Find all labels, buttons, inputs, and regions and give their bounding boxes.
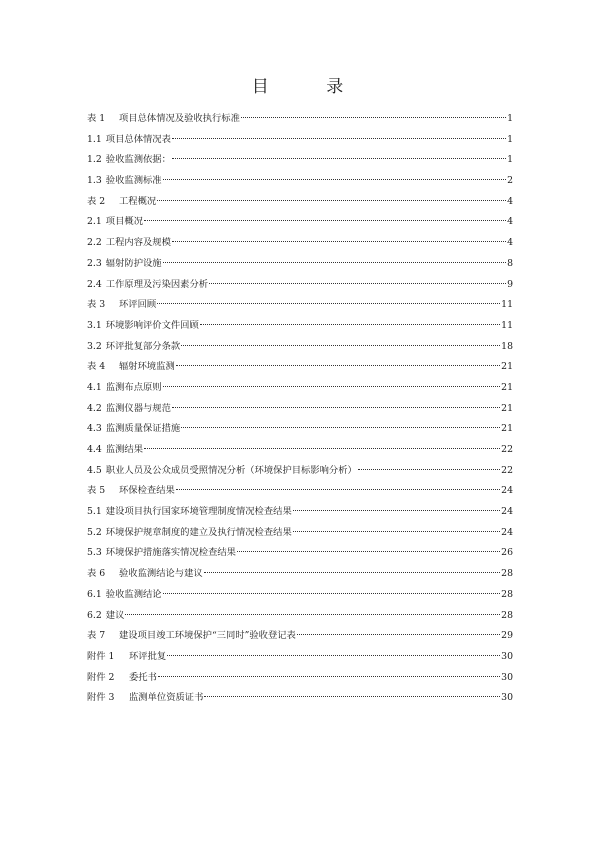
- toc-dot-leader: [163, 592, 501, 594]
- toc-entry[interactable]: [87, 461, 513, 482]
- toc-entry[interactable]: [87, 647, 513, 668]
- toc-entry-number: 5.1: [87, 506, 102, 518]
- toc-entry-number: 附件 1: [87, 650, 115, 662]
- toc-dot-leader: [297, 633, 500, 635]
- toc-entry-number: 附件 3: [87, 692, 115, 704]
- toc-entry[interactable]: [87, 564, 513, 585]
- toc-entry-title: 环境保护措施落实情况检查结果: [105, 547, 236, 559]
- toc-entry-page-number: 30: [501, 692, 513, 704]
- toc-dot-leader: [358, 468, 500, 470]
- toc-entry-page-number: 4: [507, 237, 513, 249]
- toc-dot-leader: [237, 550, 500, 552]
- toc-entry-number: 6.1: [87, 588, 102, 600]
- toc-entry-title: 监测布点原则: [105, 381, 162, 393]
- toc-entry-title: 环评回顾: [119, 299, 157, 311]
- toc-dot-leader: [176, 488, 500, 490]
- toc-dot-leader: [293, 509, 500, 511]
- toc-entry-title: 项目总体情况及验收执行标准: [119, 113, 240, 124]
- toc-entry[interactable]: [87, 192, 513, 213]
- toc-entry-number: 1.1: [87, 133, 102, 145]
- toc-dot-leader: [144, 219, 506, 221]
- table-of-contents: [87, 109, 513, 709]
- toc-entry-page-number: 1: [507, 154, 513, 166]
- toc-dot-leader: [172, 157, 506, 159]
- toc-entry[interactable]: [87, 668, 513, 689]
- toc-entry-number: 4.5: [87, 464, 102, 476]
- toc-entry[interactable]: [87, 275, 513, 296]
- toc-dot-leader: [176, 364, 500, 366]
- toc-entry-page-number: 30: [501, 671, 513, 683]
- toc-entry-page-number: 4: [507, 195, 513, 207]
- toc-dot-leader: [158, 675, 500, 677]
- toc-dot-leader: [172, 137, 506, 139]
- toc-dot-leader: [163, 178, 506, 180]
- toc-entry-page-number: 21: [501, 423, 513, 435]
- toc-entry-number: 3.1: [87, 319, 102, 331]
- toc-entry-page-number: 1: [507, 113, 513, 124]
- toc-entry-number: 表 2: [87, 195, 106, 207]
- toc-entry-title: 验收监测依据：: [105, 154, 171, 166]
- toc-entry-title: 验收监测标准: [105, 175, 162, 187]
- toc-entry-page-number: 8: [507, 257, 513, 269]
- toc-entry-page-number: 30: [501, 650, 513, 662]
- toc-entry-title: 项目总体情况表: [105, 133, 171, 145]
- toc-entry-page-number: 11: [501, 319, 513, 331]
- toc-entry-page-number: 24: [501, 506, 513, 518]
- toc-entry-page-number: 24: [501, 485, 513, 497]
- toc-entry-title: 委托书: [129, 671, 157, 683]
- toc-entry-page-number: 2: [507, 175, 513, 187]
- toc-entry-title: 项目概况: [105, 216, 143, 228]
- toc-dot-leader: [157, 199, 506, 201]
- toc-entry-page-number: 26: [501, 547, 513, 559]
- toc-entry-number: 4.1: [87, 381, 102, 393]
- toc-entry-title: 环评批复部分条款: [105, 340, 181, 352]
- toc-entry-title: 验收监测结论: [105, 588, 162, 600]
- toc-entry-page-number: 24: [501, 526, 513, 538]
- toc-entry-number: 5.2: [87, 526, 102, 538]
- toc-entry-number: 表 3: [87, 299, 106, 311]
- toc-entry-title: 建设项目竣工环境保护“三同时”验收登记表: [119, 630, 296, 642]
- toc-entry-title: 建议: [105, 609, 125, 621]
- toc-entry-title: 工程内容及规模: [105, 237, 171, 249]
- toc-entry[interactable]: [87, 585, 513, 606]
- toc-entry-page-number: 28: [501, 588, 513, 600]
- toc-entry[interactable]: [87, 440, 513, 461]
- toc-entry-page-number: 28: [501, 568, 513, 580]
- toc-entry[interactable]: [87, 316, 513, 337]
- toc-entry[interactable]: [87, 481, 513, 502]
- toc-dot-leader: [167, 654, 500, 656]
- toc-dot-leader: [209, 282, 506, 284]
- toc-entry-page-number: 21: [501, 381, 513, 393]
- toc-entry-title: 验收监测结论与建议: [119, 568, 203, 580]
- toc-entry-number: 5.3: [87, 547, 102, 559]
- toc-entry-number: 2.2: [87, 237, 102, 249]
- toc-entry-page-number: 29: [501, 630, 513, 642]
- toc-entry-number: 附件 2: [87, 671, 115, 683]
- toc-entry-number: 1.2: [87, 154, 102, 166]
- toc-entry-number: 表 7: [87, 630, 106, 642]
- toc-entry-number: 4.4: [87, 444, 102, 455]
- toc-dot-leader: [204, 571, 500, 573]
- toc-entry[interactable]: [87, 295, 513, 316]
- toc-entry-page-number: 21: [501, 361, 513, 373]
- toc-entry-title: 监测仪器与规范: [105, 402, 171, 414]
- toc-entry-title: 监测单位资质证书: [129, 692, 204, 704]
- toc-entry-number: 2.3: [87, 257, 102, 269]
- toc-entry-page-number: 22: [501, 444, 513, 455]
- toc-entry-number: 6.2: [87, 609, 102, 621]
- toc-entry-title: 建设项目执行国家环境管理制度情况检查结果: [105, 506, 292, 518]
- toc-entry-page-number: 9: [507, 278, 513, 290]
- toc-entry-number: 4.2: [87, 402, 102, 414]
- toc-entry[interactable]: [87, 150, 513, 171]
- toc-entry[interactable]: [87, 171, 513, 192]
- toc-entry-title: 环境影响评价文件回顾: [105, 319, 199, 331]
- toc-entry-page-number: 22: [501, 464, 513, 476]
- toc-entry[interactable]: [87, 606, 513, 627]
- toc-dot-leader: [125, 613, 500, 615]
- toc-entry[interactable]: [87, 212, 513, 233]
- toc-dot-leader: [241, 116, 506, 118]
- toc-dot-leader: [157, 302, 500, 304]
- toc-entry-title: 工程概况: [119, 195, 157, 207]
- toc-dot-leader: [163, 385, 501, 387]
- toc-entry[interactable]: [87, 337, 513, 358]
- toc-entry-title: 环境保护规章制度的建立及执行情况检查结果: [105, 526, 292, 538]
- toc-entry-page-number: 4: [507, 216, 513, 228]
- toc-entry-page-number: 18: [501, 340, 513, 352]
- toc-dot-leader: [204, 695, 500, 697]
- toc-entry-title: 环保检查结果: [119, 485, 175, 497]
- toc-entry-page-number: 28: [501, 609, 513, 621]
- toc-entry[interactable]: [87, 502, 513, 523]
- toc-dot-leader: [163, 261, 506, 263]
- toc-dot-leader: [293, 530, 500, 532]
- toc-entry[interactable]: [87, 130, 513, 151]
- toc-entry[interactable]: [87, 357, 513, 378]
- toc-dot-leader: [172, 406, 500, 408]
- toc-entry-number: 1.3: [87, 175, 102, 187]
- toc-entry[interactable]: [87, 543, 513, 564]
- toc-entry[interactable]: [87, 109, 513, 130]
- toc-entry[interactable]: [87, 688, 513, 709]
- toc-entry-number: 2.1: [87, 216, 102, 228]
- toc-entry[interactable]: [87, 254, 513, 275]
- toc-entry-page-number: 21: [501, 402, 513, 414]
- toc-entry-title: 监测结果: [105, 444, 143, 455]
- toc-entry[interactable]: [87, 233, 513, 254]
- toc-entry-title: 工作原理及污染因素分析: [105, 278, 209, 290]
- toc-entry-number: 2.4: [87, 278, 102, 290]
- toc-dot-leader: [172, 240, 506, 242]
- toc-entry-number: 表 6: [87, 568, 106, 580]
- toc-entry[interactable]: [87, 399, 513, 420]
- toc-entry-number: 3.2: [87, 340, 102, 352]
- toc-entry[interactable]: [87, 523, 513, 544]
- toc-entry[interactable]: [87, 378, 513, 399]
- toc-entry[interactable]: [87, 419, 513, 440]
- toc-entry-number: 表 4: [87, 361, 106, 373]
- toc-entry[interactable]: [87, 626, 513, 647]
- page-title: 目 录: [251, 77, 370, 97]
- toc-dot-leader: [144, 447, 500, 449]
- toc-dot-leader: [200, 323, 500, 325]
- toc-entry-title: 职业人员及公众成员受照情况分析（环境保护目标影响分析）: [105, 464, 357, 476]
- toc-entry-page-number: 11: [501, 299, 513, 311]
- toc-entry-title: 监测质量保证措施: [105, 423, 181, 435]
- toc-dot-leader: [181, 344, 500, 346]
- toc-entry-page-number: 1: [507, 133, 513, 145]
- toc-entry-title: 环评批复: [129, 650, 167, 662]
- toc-entry-number: 表 1: [87, 113, 106, 124]
- toc-entry-number: 4.3: [87, 423, 102, 435]
- toc-entry-title: 辐射环境监测: [119, 361, 175, 373]
- toc-dot-leader: [181, 426, 500, 428]
- toc-entry-title: 辐射防护设施: [105, 257, 162, 269]
- toc-entry-number: 表 5: [87, 485, 106, 497]
